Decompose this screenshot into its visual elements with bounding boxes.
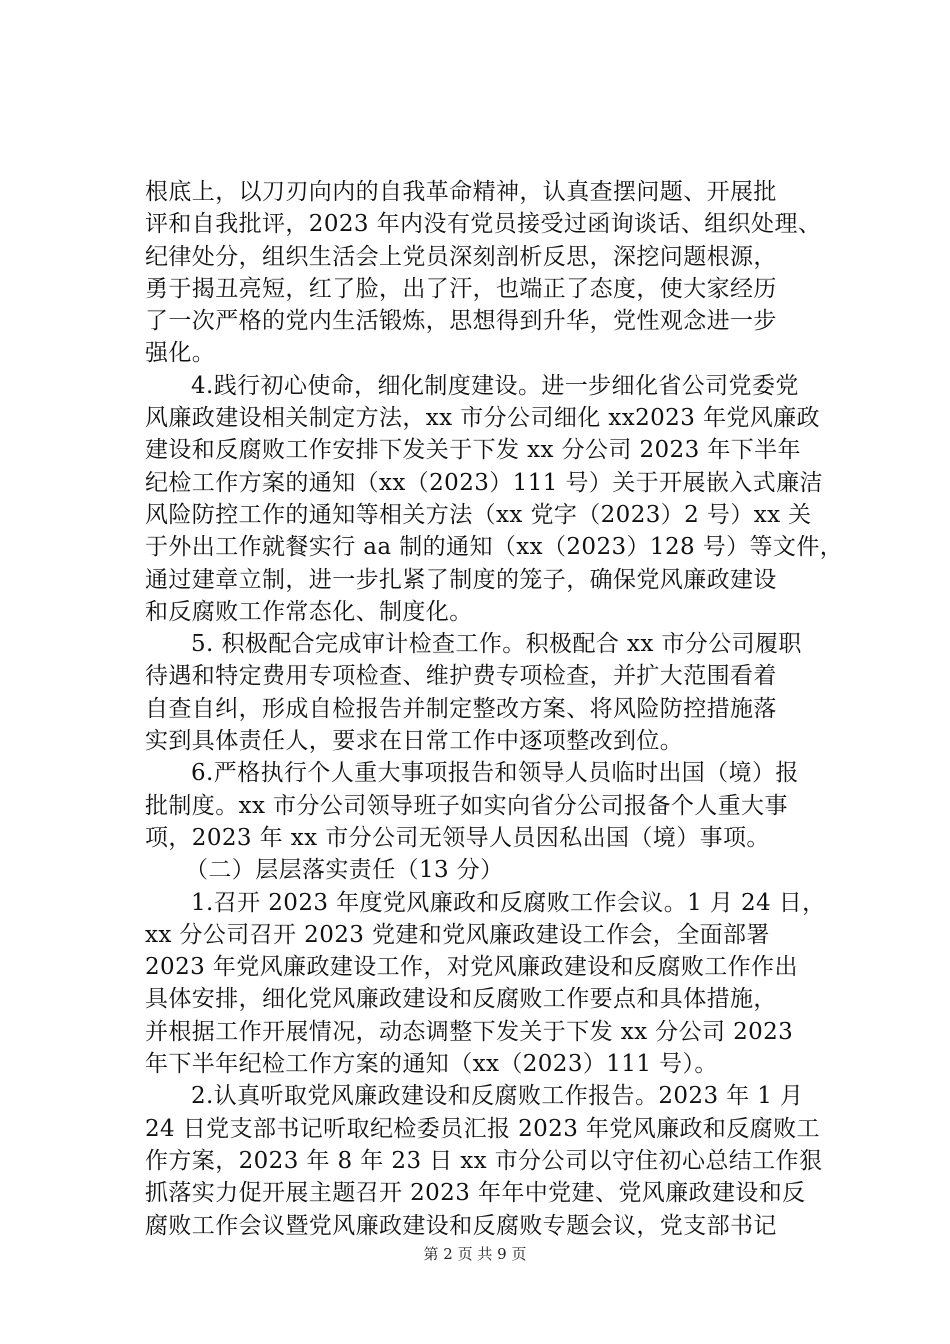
text-line: xx 分公司召开 2023 党建和党风廉政建设工作会，全面部署 xyxy=(145,921,770,948)
text-line: 作方案，2023 年 8 年 23 日 xx 市分公司以守住初心总结工作狠 xyxy=(145,1147,823,1174)
document-body xyxy=(145,176,845,1242)
text-line: 腐败工作会议暨党风廉政建设和反腐败专题会议，党支部书记 xyxy=(145,1212,777,1239)
text-line: 自查自纠，形成自检报告并制定整改方案、将风险防控措施落 xyxy=(145,695,777,722)
text-line: 实到具体责任人，要求在日常工作中逐项整改到位。 xyxy=(145,728,684,755)
page-indicator: 第 2 页 共 9 页 xyxy=(423,1245,527,1263)
text-line: 通过建章立制，进一步扎紧了制度的笼子，确保党风廉政建设 xyxy=(145,566,777,593)
text-line: 了一次严格的党内生活锻炼，思想得到升华，党性观念进一步 xyxy=(145,308,777,335)
text-line: 强化。 xyxy=(145,340,216,367)
text-line: 抓落实力促开展主题召开 2023 年年中党建、党风廉政建设和反 xyxy=(145,1180,806,1207)
item-2-heading-line: 2.认真听取党风廉政建设和反腐败工作报告。2023 年 1 月 xyxy=(191,1083,804,1110)
text-line: 年下半年纪检工作方案的通知（xx（2023）111 号）。 xyxy=(145,1051,718,1078)
text-line: 纪律处分，组织生活会上党员深刻剖析反思，深挖问题根源， xyxy=(145,243,777,270)
text-line: 评和自我批评，2023 年内没有党员接受过函询谈话、组织处理、 xyxy=(145,211,822,238)
text-line: 根底上，以刀刃向内的自我革命精神，认真查摆问题、开展批 xyxy=(145,179,777,205)
text-line: 于外出工作就餐实行 aa 制的通知（xx（2023）128 号）等文件， xyxy=(145,534,844,561)
text-line: 风险防控工作的通知等相关方法（xx 党字（2023）2 号）xx 关 xyxy=(145,501,812,528)
item-1-heading-line: 1.召开 2023 年度党风廉政和反腐败工作会议。1 月 24 日， xyxy=(191,889,826,916)
text-line: 具体安排，细化党风廉政建设和反腐败工作要点和具体措施， xyxy=(145,986,777,1013)
text-line: 24 日党支部书记听取纪检委员汇报 2023 年党风廉政和反腐败工 xyxy=(145,1115,820,1142)
text-line: 纪检工作方案的通知（xx（2023）111 号）关于开展嵌入式廉洁 xyxy=(145,469,823,496)
text-line: 待遇和特定费用专项检查、维护费专项检查，并扩大范围看着 xyxy=(145,663,777,690)
item-5-heading-line: 5. 积极配合完成审计检查工作。积极配合 xx 市分公司履职 xyxy=(191,631,802,658)
text-line: 批制度。xx 市分公司领导班子如实向省分公司报备个人重大事 xyxy=(145,792,788,819)
item-4-heading-line: 4.践行初心使命，细化制度建设。进一步细化省公司党委党 xyxy=(191,372,799,399)
text-line: 风廉政建设相关制定方法，xx 市分公司细化 xx2023 年党风廉政 xyxy=(145,405,820,432)
section-heading: （二）层层落实责任（13 分） xyxy=(185,857,504,884)
text-line: 并根据工作开展情况，动态调整下发关于下发 xx 分公司 2023 xyxy=(145,1018,794,1045)
text-line: 建设和反腐败工作安排下发关于下发 xx 分公司 2023 年下半年 xyxy=(145,437,801,464)
text-line: 2023 年党风廉政建设工作，对党风廉政建设和反腐败工作作出 xyxy=(145,954,798,981)
item-6-heading-line: 6.严格执行个人重大事项报告和领导人员临时出国（境）报 xyxy=(191,760,799,787)
text-line: 和反腐败工作常态化、制度化。 xyxy=(145,598,473,625)
text-line: 项，2023 年 xx 市分公司无领导人员因私出国（境）事项。 xyxy=(145,824,770,851)
text-line: 勇于揭丑亮短，红了脸，出了汗，也端正了态度，使大家经历 xyxy=(145,275,777,302)
